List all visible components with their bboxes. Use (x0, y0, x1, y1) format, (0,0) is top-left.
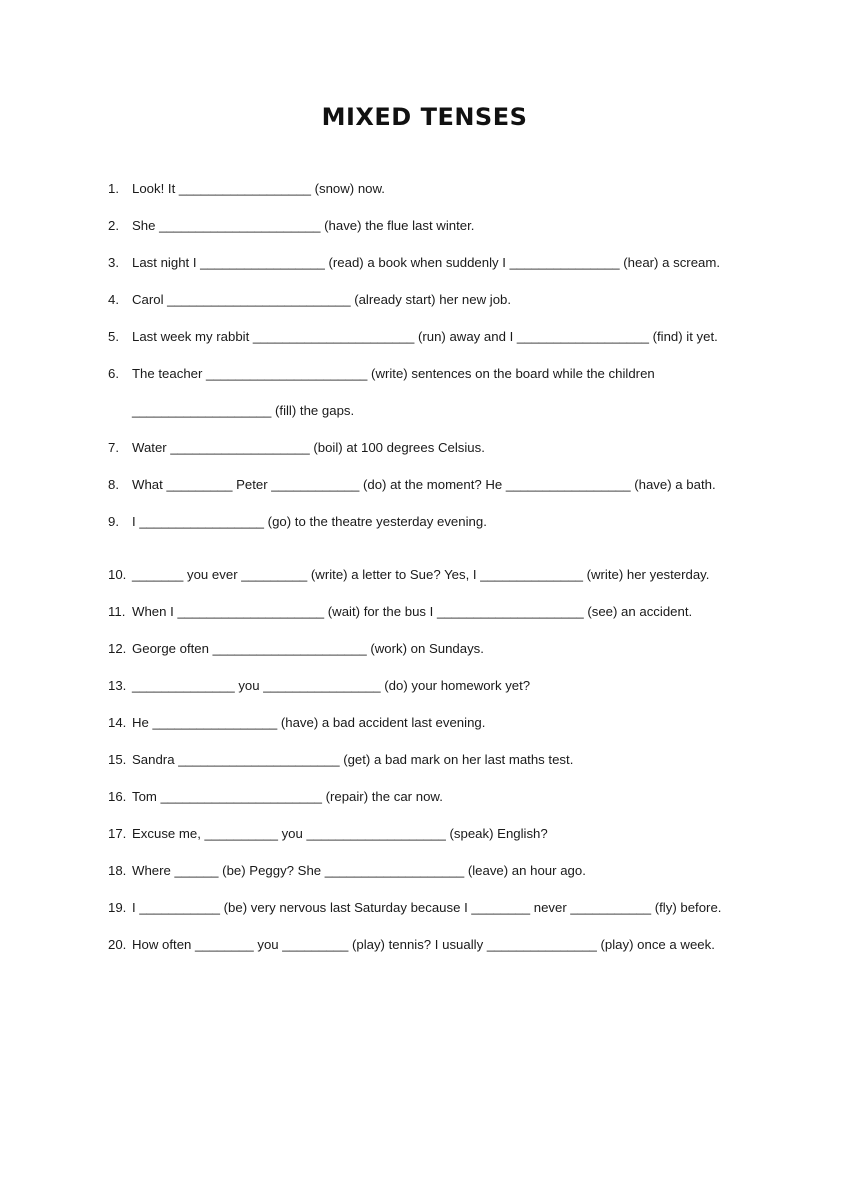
item-text: Excuse me, __________ you ___________________ (speak) English? (132, 826, 548, 841)
exercise-item-17 (108, 823, 808, 860)
exercise-item-10 (108, 564, 808, 601)
item-number: 6. (108, 366, 119, 381)
item-text: He _________________ (have) a bad accident last evening. (132, 715, 486, 730)
item-text: Sandra ______________________ (get) a bad mark on her last maths test. (132, 752, 574, 767)
item-text: Where ______ (be) Peggy? She ___________________ (leave) an hour ago. (132, 863, 586, 878)
item-text: She ______________________ (have) the flue last winter. (132, 218, 475, 233)
item-number: 1. (108, 181, 119, 196)
item-number: 4. (108, 292, 119, 307)
exercise-item-15 (108, 749, 808, 786)
item-text: I ___________ (be) very nervous last Saturday because I ________ never ___________ (fly) before. (132, 900, 722, 915)
exercise-item-19 (108, 897, 808, 934)
item-text: Look! It __________________ (snow) now. (132, 181, 385, 196)
item-number: 16. (108, 789, 127, 804)
item-text: Water ___________________ (boil) at 100 degrees Celsius. (132, 440, 485, 455)
exercise-item-12 (108, 638, 808, 675)
exercise-item-14 (108, 712, 808, 749)
item-text: Last week my rabbit ______________________ (run) away and I __________________ (find) it yet. (132, 329, 718, 344)
item-text: I _________________ (go) to the theatre yesterday evening. (132, 514, 487, 529)
exercise-item-9 (108, 511, 808, 548)
item-text: The teacher ______________________ (write) sentences on the board while the children (132, 366, 655, 381)
exercise-item-11 (108, 601, 808, 638)
item-text: Tom ______________________ (repair) the car now. (132, 789, 443, 804)
item-text: _______ you ever _________ (write) a letter to Sue? Yes, I ______________ (write) her yesterday. (132, 567, 710, 582)
item-number: 20. (108, 937, 127, 952)
item-number: 13. (108, 678, 127, 693)
exercise-item-2 (108, 215, 808, 252)
exercise-list (108, 178, 808, 971)
item-text: How often ________ you _________ (play) tennis? I usually _______________ (play) once a week. (132, 937, 715, 952)
exercise-item-4 (108, 289, 808, 326)
exercise-item-3 (108, 252, 808, 289)
page-title: MIXED TENSES (321, 103, 528, 131)
item-number: 3. (108, 255, 119, 270)
exercise-item-13 (108, 675, 808, 712)
item-number: 2. (108, 218, 119, 233)
item-number: 18. (108, 863, 127, 878)
exercise-item-7 (108, 437, 808, 474)
exercise-item-6 (108, 363, 808, 400)
item-text: Carol _________________________ (already start) her new job. (132, 292, 512, 307)
item-number: 9. (108, 514, 119, 529)
exercise-item-16 (108, 786, 808, 823)
item-text: When I ____________________ (wait) for the bus I ____________________ (see) an accident. (132, 604, 693, 619)
item-text: Last night I _________________ (read) a book when suddenly I _______________ (hear) a scream. (132, 255, 721, 270)
item-number: 12. (108, 641, 127, 656)
item-text: George often _____________________ (work) on Sundays. (132, 641, 484, 656)
exercise-item-18 (108, 860, 808, 897)
item-text: ___________________ (fill) the gaps. (132, 403, 355, 418)
exercise-item-8 (108, 474, 808, 511)
item-number: 5. (108, 329, 119, 344)
exercise-item-6-continued (108, 400, 808, 437)
item-number: 8. (108, 477, 119, 492)
item-text: What _________ Peter ____________ (do) at the moment? He _________________ (have) a bath. (132, 477, 716, 492)
item-number: 11. (108, 604, 126, 619)
exercise-item-5 (108, 326, 808, 363)
item-text: ______________ you ________________ (do) your homework yet? (132, 678, 531, 693)
exercise-item-1 (108, 178, 808, 215)
item-number: 17. (108, 826, 127, 841)
item-number: 19. (108, 900, 127, 915)
item-number: 14. (108, 715, 127, 730)
item-number: 15. (108, 752, 127, 767)
item-number: 7. (108, 440, 119, 455)
item-number: 10. (108, 567, 127, 582)
exercise-item-20 (108, 934, 808, 971)
